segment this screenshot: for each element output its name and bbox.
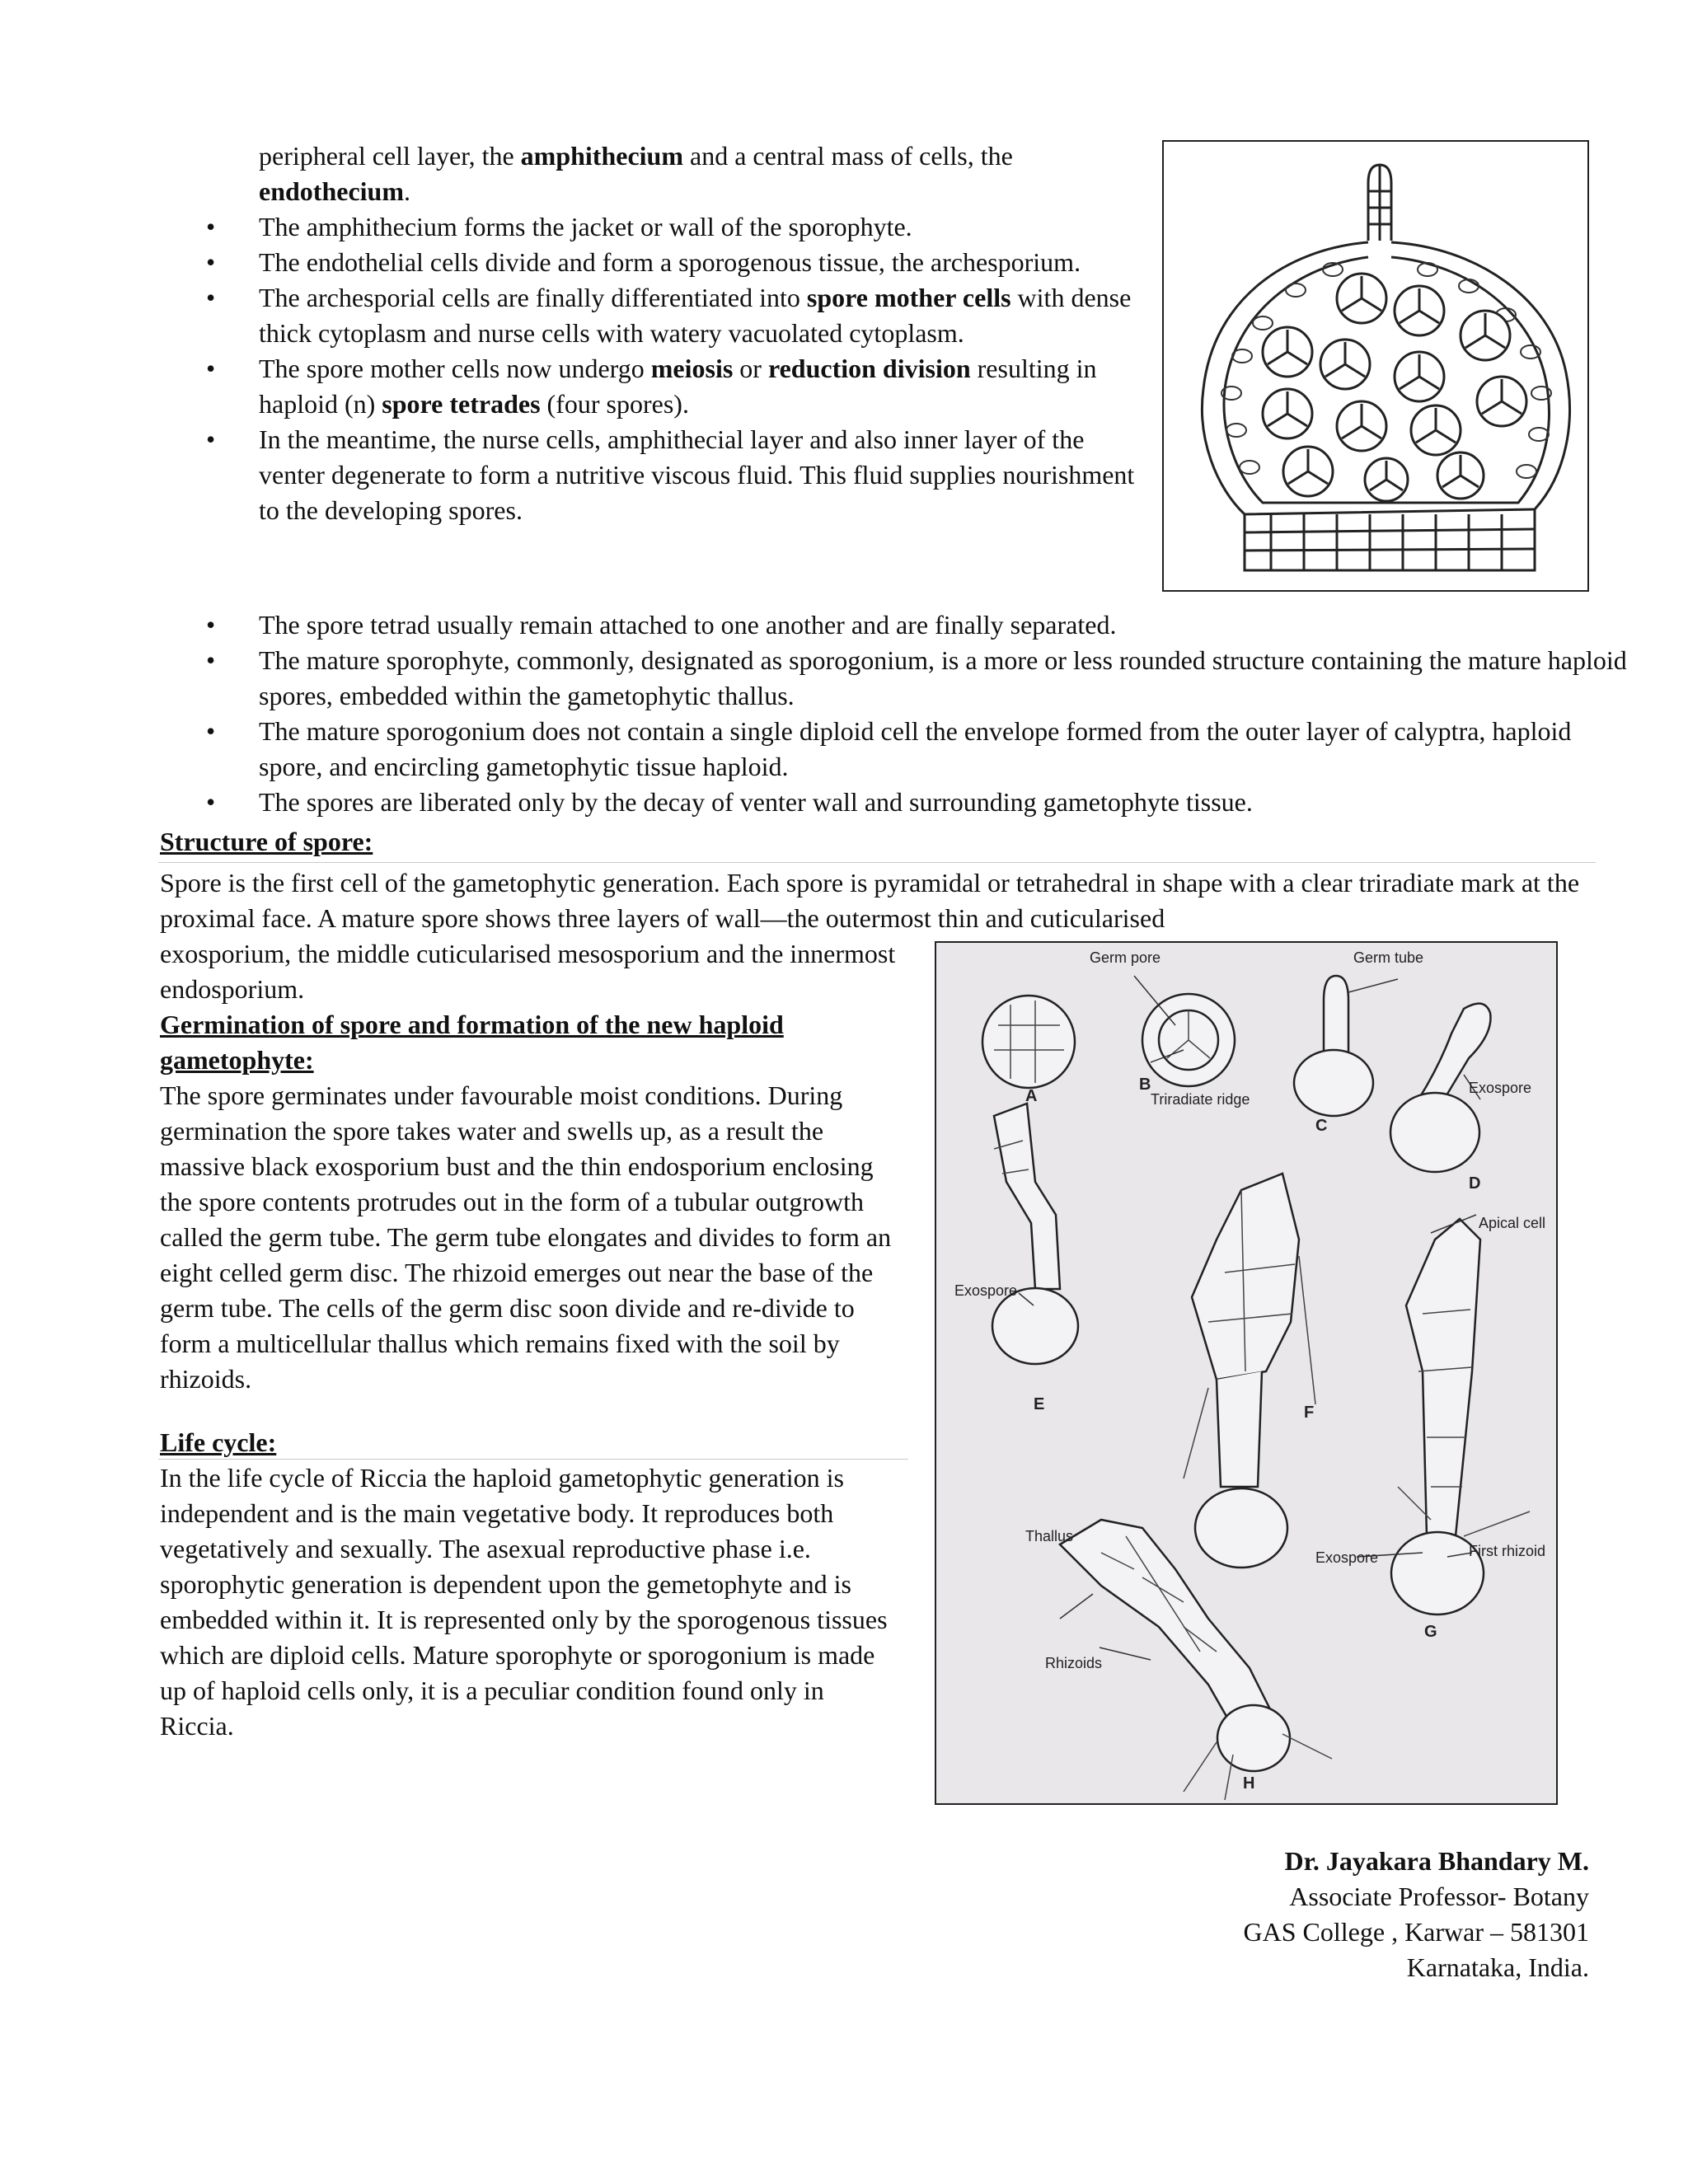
intro-paragraph [259,138,1149,209]
term-reduction-division: reduction division [767,354,971,383]
sporogonium-drawing [1164,142,1587,590]
bullet-item: • The archesporial cells are finally differentiated into spore mother cells with dense thick cytoplasm and nurse cells with watery vacuolated cytoplasm. [160,280,1149,351]
label-thallus: Thallus [1025,1528,1074,1544]
divider [158,1459,908,1460]
germination-paragraph: The spore germinates under favourable moist conditions. During germination the spore takes water and swells up, as a result the massive black exosporium bust and the thin endosporium enclosing the spore contents protrudes out in the form of a tubular outgrowth called the germ tube. The germ tube elongates and divides to form an eight celled germ disc. The rhizoid emerges out near the base of the germ tube. The cells of the germ disc soon divide and re-divide to form a multicellular thallus which remains fixed with the soil by rhizoids. [160,1080,892,1394]
author-place: Karnataka, India. [1406,1952,1589,1982]
stage-letter-c: C [1315,1117,1328,1135]
label-first-rhizoid: First rhizoid [1469,1543,1546,1559]
stage-letter-a: A [1025,1087,1038,1105]
sporogonium-figure [1162,140,1589,592]
life-cycle-paragraph: In the life cycle of Riccia the haploid gametophytic generation is independent and is the main vegetative body. It reproduces both vegetatively and sexually. The asexual reproductive phase i.e. sporophytic generation is dependent upon the gemetophyte and is embedded within it. It is represented only by the sporogenous tissues which are diploid cells. Mature sporophyte or sporogonium is made up of haploid cells only, it is a peculiar condition found only in Riccia. [160,1463,888,1741]
author-title: Associate Professor- Botany [1289,1882,1589,1911]
stage-letter-f: F [1304,1404,1315,1422]
intro-text-2: and a central mass of cells, the [683,141,1013,171]
spore-paragraph-2: exosporium, the middle cuticularised mesosporium and the innermost endosporium. [160,939,896,1004]
bullet-list-bottom [160,607,1627,820]
label-exospore-e: Exospore [954,1282,1018,1299]
heading-structure-of-spore: Structure of spore: [160,827,373,856]
author-college: GAS College , Karwar – 581301 [1243,1917,1589,1947]
author-name: Dr. Jayakara Bhandary M. [1284,1846,1589,1876]
bullet-item: • The endothelial cells divide and form a sporogenous tissue, the archesporium. [160,245,1198,280]
intro-text-1: peripheral cell layer, the [259,141,521,171]
stage-letter-e: E [1034,1395,1045,1413]
label-triradiate-ridge: Triradiate ridge [1151,1091,1250,1108]
bullet-item: • The mature sporogonium does not contain a single diploid cell the envelope formed from the outer layer of calyptra, haploid spore, and encircling gametophytic tissue haploid. [160,714,1627,785]
label-germ-tube: Germ tube [1353,949,1424,966]
bullet-item: • The spores are liberated only by the decay of venter wall and surrounding gametophyte tissue. [160,785,1627,820]
bullet-item: • The mature sporophyte, commonly, designated as sporogonium, is a more or less rounded structure containing the mature haploid spores, embedded within the gametophytic thallus. [160,643,1627,714]
divider [158,862,1596,863]
stage-letter-h: H [1243,1774,1255,1793]
label-exospore-g: Exospore [1315,1549,1379,1566]
label-exospore-d: Exospore [1469,1080,1532,1096]
stage-letter-b: B [1139,1076,1151,1094]
bullet-item: • The spore tetrad usually remain attached to one another and are finally separated. [160,607,1627,643]
germination-drawing [936,943,1556,1803]
term-endothecium: endothecium [259,176,404,206]
term-spore-mother-cells: spore mother cells [806,283,1011,312]
bullet-list-top [160,209,1149,528]
spore-paragraph-1: Spore is the first cell of the gametophytic generation. Each spore is pyramidal or tetrahedral in shape with a clear triradiate mark at the proximal face. A mature spore shows three layers of wall—the outermost thin and cuticularised [160,868,1580,933]
bullet-item: • The amphithecium forms the jacket or wall of the sporophyte. [160,209,1149,245]
germination-figure [935,941,1558,1805]
intro-text-3: . [404,176,410,206]
heading-life-cycle: Life cycle: [160,1427,277,1457]
bullet-item: • In the meantime, the nurse cells, amphithecial layer and also inner layer of the venter degenerate to form a nutritive viscous fluid. This fluid supplies nourishment to the developing spores. [160,422,1149,528]
label-rhizoids: Rhizoids [1045,1655,1103,1671]
bullet-item: • The spore mother cells now undergo meiosis or reduction division resulting in haploid (n) spore tetrades (four spores). [160,351,1149,422]
signature-block [1244,1844,1589,1985]
heading-germination: Germination of spore and formation of the new haploid gametophyte: [160,1010,784,1075]
stage-letter-g: G [1424,1623,1437,1641]
term-amphithecium: amphithecium [520,141,683,171]
label-apical-cell: Apical cell [1479,1215,1546,1231]
stage-letter-d: D [1469,1174,1481,1193]
term-spore-tetrades: spore tetrades [382,389,541,419]
term-meiosis: meiosis [650,354,734,383]
label-germ-pore: Germ pore [1090,949,1161,966]
